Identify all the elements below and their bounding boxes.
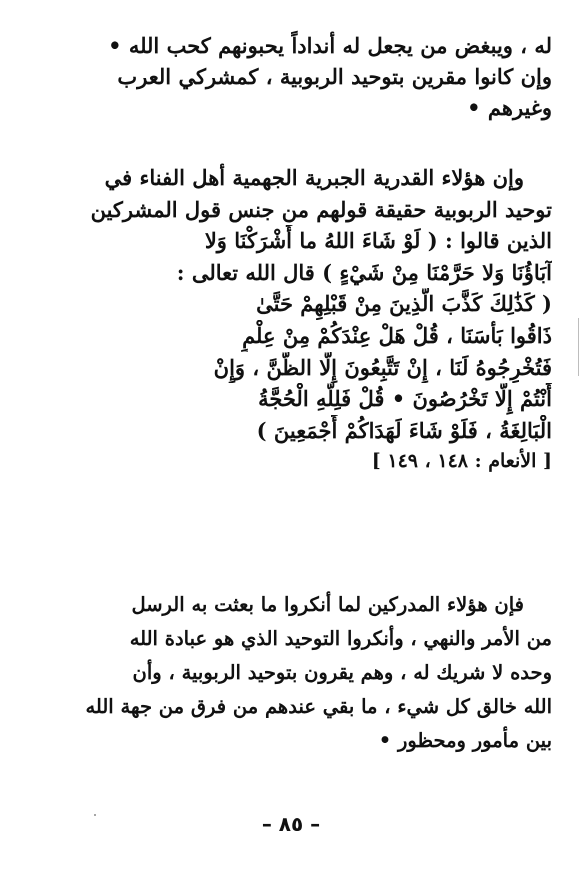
paragraph-1 [30,30,552,123]
page-number: – ٨٥ – [261,812,321,836]
text-line: له ، ويبغض من يجعل له أنداداً يحبونهم كحب الله • [108,33,552,58]
text-line: فإن هؤلاء المدركين لما أنكروا ما بعثت به الرسل [131,593,524,616]
quran-reference: [ الأنعام : ١٤٨ ، ١٤٩ ] [371,450,552,473]
quran-line: الذين قالوا : ( لَوْ شَاءَ اللهُ ما أَشْرَكْنَا وَلا [204,228,552,254]
text-line: وإن كانوا مقرين بتوحيد الربوبية ، كمشركي العرب [117,64,552,89]
text-line: وحده لا شريك له ، وهم يقرون بتوحيد الربوبية ، وأن [132,661,552,684]
text-line: وغيرهم • [467,95,552,120]
text-line: الله خالق كل شيء ، ما بقي عندهم من فرق من جهة الله [85,695,552,718]
text-line: بين مأمور ومحظور • [378,729,552,752]
paragraph-3 [30,588,552,758]
quran-line: الْبَالِغَةُ ، فَلَوْ شَاءَ لَهَدَاكُمْ أَجْمَعِينَ ) [256,417,552,443]
paragraph-2 [30,162,552,478]
text-line: توحيد الربوبية حقيقة قولهم من جنس قول المشركين [90,196,552,222]
quran-line: آبَاؤُنَا وَلا حَرَّمْنَا مِنْ شَيْءٍ ) قال الله تعالى : [176,259,552,285]
quran-line: أَنْتُمْ إِلَّا تَخْرُصُونَ • قُلْ فَلِلَّهِ الْحُجَّةُ [258,386,552,412]
text-line: من الأمر والنهي ، وأنكروا التوحيد الذي هو عبادة الله [129,627,552,650]
text-line: وإن هؤلاء القدرية الجبرية الجهمية أهل الفناء في [104,165,524,190]
scan-speck [94,814,96,816]
quran-line: فَتُخْرِجُوهُ لَنَا ، إِنْ تَتَّبِعُونَ إِلَّا الظَّنَّ ، وَإِنْ [213,354,552,380]
quran-line: ( كَذَٰلِكَ كَذَّبَ الَّذِينَ مِنْ قَبْلِهِمْ حَتَّىٰ [256,291,552,317]
quran-line: ذَاقُوا بَأْسَنَا ، قُلْ هَلْ عِنْدَكُمْ مِنْ عِلْمٍ [242,322,552,348]
binding-edge-mark [578,318,579,376]
